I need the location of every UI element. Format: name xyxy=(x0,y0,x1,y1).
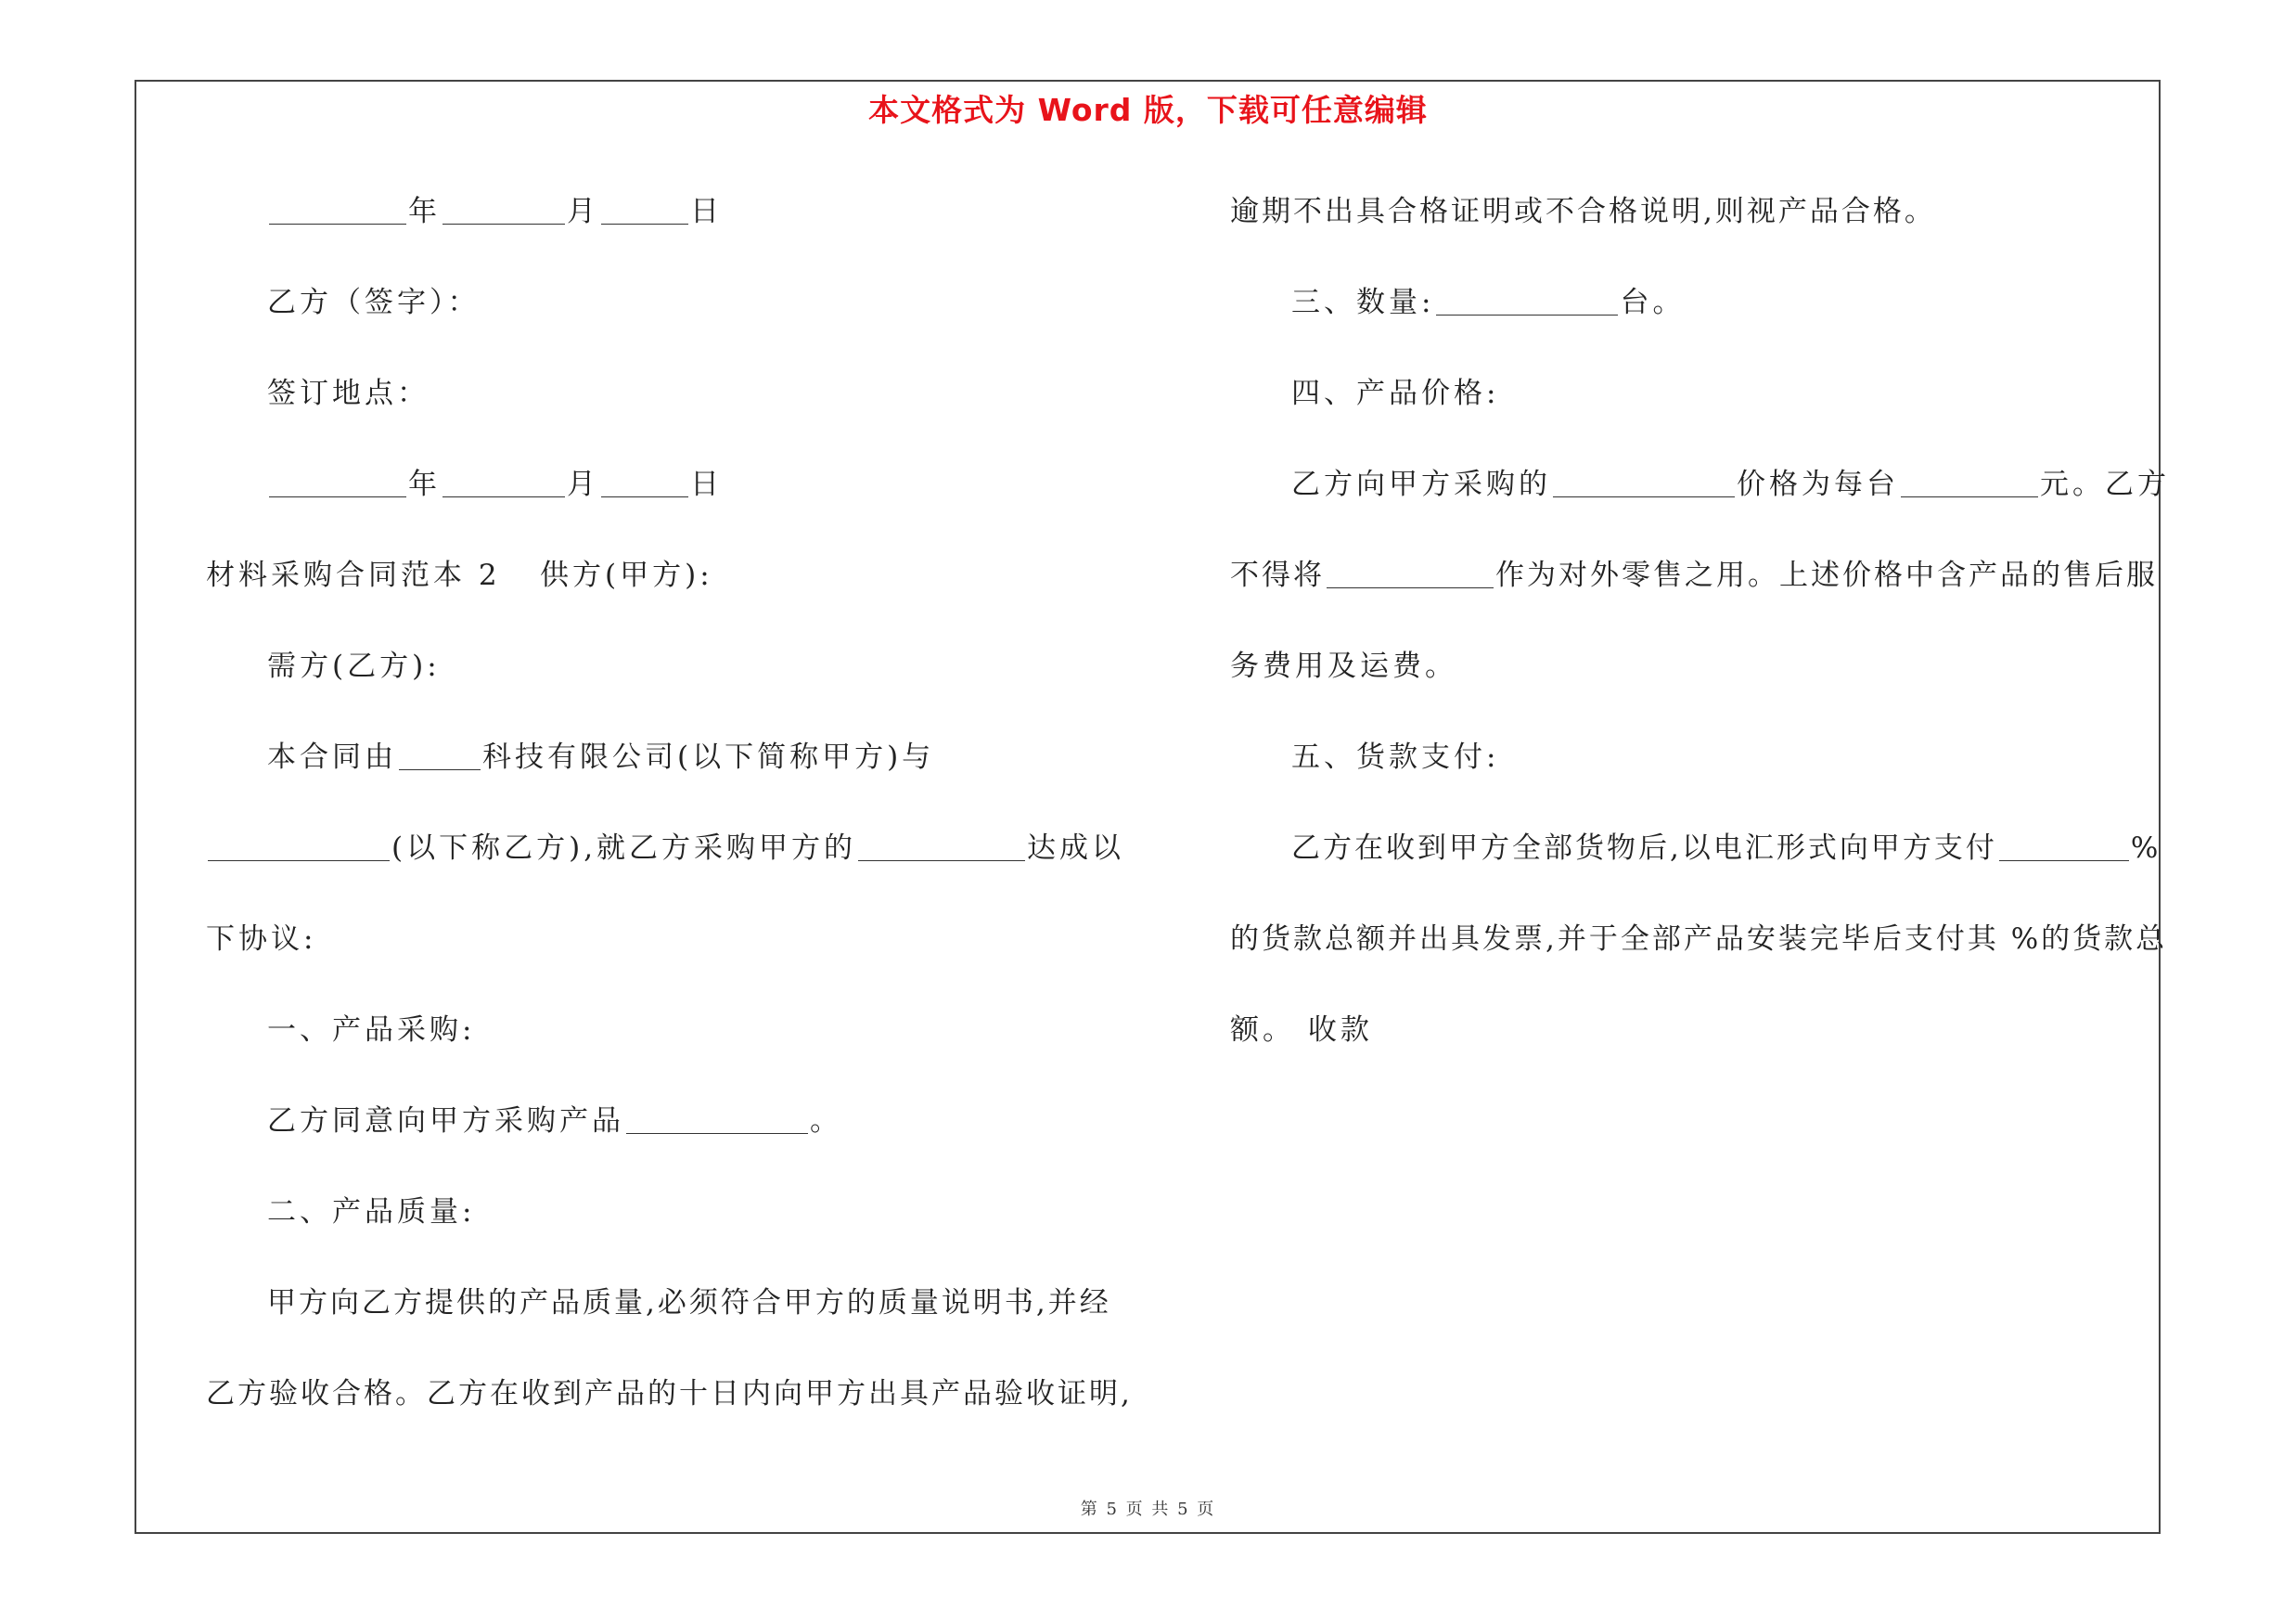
section-text: 。 xyxy=(810,1104,842,1138)
section-text: 乙方在收到甲方全部货物后,以电汇形式向甲方支付 xyxy=(1291,831,1997,865)
blank xyxy=(399,741,481,770)
right-line-1: 逾期不出具合格证明或不合格说明,则视产品合格。 xyxy=(1230,195,1936,228)
month-label: 月 xyxy=(567,195,599,228)
buyer-label: 需方(乙方): xyxy=(267,650,441,683)
section-text: 乙方向甲方采购的 xyxy=(1291,468,1551,501)
year-label: 年 xyxy=(408,468,441,501)
section-1-title: 一、产品采购: xyxy=(267,1013,476,1047)
blank xyxy=(858,832,1025,861)
intro-text: 本合同由 xyxy=(267,741,397,774)
blank xyxy=(1327,560,1494,588)
section-text: 三、数量: xyxy=(1291,286,1435,319)
supplier-label: 供方(甲方): xyxy=(540,559,713,592)
section-5-line-1 xyxy=(1291,830,2161,867)
section-text: 不得将 xyxy=(1230,559,1325,592)
year-label: 年 xyxy=(408,195,441,228)
intro-text: 科技有限公司(以下简称甲方)与 xyxy=(482,741,935,774)
section-text: 台。 xyxy=(1620,286,1686,319)
blank xyxy=(601,469,688,497)
section-text: % xyxy=(2130,831,2161,865)
blank xyxy=(208,832,390,861)
section-2-text-1: 甲方向乙方提供的产品质量,必须符合甲方的质量说明书,并经 xyxy=(267,1286,1111,1320)
blank xyxy=(1436,287,1618,316)
day-label: 日 xyxy=(690,468,723,501)
section-text: 作为对外零售之用。上述价格中含产品的售后服 xyxy=(1495,559,2158,592)
blank xyxy=(601,196,688,225)
section-3-quantity xyxy=(1291,284,1685,321)
intro-text: 达成以 xyxy=(1027,831,1125,865)
section-text: 价格为每台 xyxy=(1737,468,1899,501)
signing-place: 签订地点： xyxy=(267,377,430,410)
section-4-line-1 xyxy=(1291,466,2170,503)
blank xyxy=(269,196,406,225)
section-2-text-2: 乙方验收合格。乙方在收到产品的十日内向甲方出具产品验收证明, xyxy=(206,1377,1133,1410)
section-4-title: 四、产品价格: xyxy=(1291,377,1500,410)
date-line-2 xyxy=(267,466,723,503)
section-4-line-2 xyxy=(1230,557,2158,594)
contract-title: 材料采购合同范本 2 xyxy=(206,559,501,592)
blank xyxy=(1999,832,2129,861)
page-number: 第 5 页 共 5 页 xyxy=(1080,1500,1216,1519)
blank xyxy=(443,196,565,225)
month-label: 月 xyxy=(567,468,599,501)
intro-text: (以下称乙方),就乙方采购甲方的 xyxy=(391,831,857,865)
section-text: 乙方同意向甲方采购产品 xyxy=(267,1104,624,1138)
blank xyxy=(443,469,565,497)
section-text: 元。乙方 xyxy=(2040,468,2170,501)
blank xyxy=(626,1105,808,1134)
date-line-1 xyxy=(267,193,723,230)
format-banner: 本文格式为 Word 版，下载可任意编辑 xyxy=(868,92,1428,128)
section-1-text xyxy=(267,1102,842,1140)
blank xyxy=(269,469,406,497)
section-2-title: 二、产品质量: xyxy=(267,1195,476,1229)
section-4-line-3: 务费用及运费。 xyxy=(1230,650,1457,683)
day-label: 日 xyxy=(690,195,723,228)
section-5-line-2: 的货款总额并出具发票,并于全部产品安装完毕后支付其 %的货款总 xyxy=(1230,922,2168,956)
blank xyxy=(1901,469,2038,497)
section-5-line-3: 额。 收款 xyxy=(1230,1013,1373,1047)
intro-line-1 xyxy=(267,739,934,776)
intro-line-2 xyxy=(206,830,1124,867)
intro-line-3: 下协议: xyxy=(206,922,317,956)
party-b-signature: 乙方（签字）： xyxy=(267,286,481,319)
blank xyxy=(1553,469,1735,497)
section-5-title: 五、货款支付: xyxy=(1291,741,1500,774)
